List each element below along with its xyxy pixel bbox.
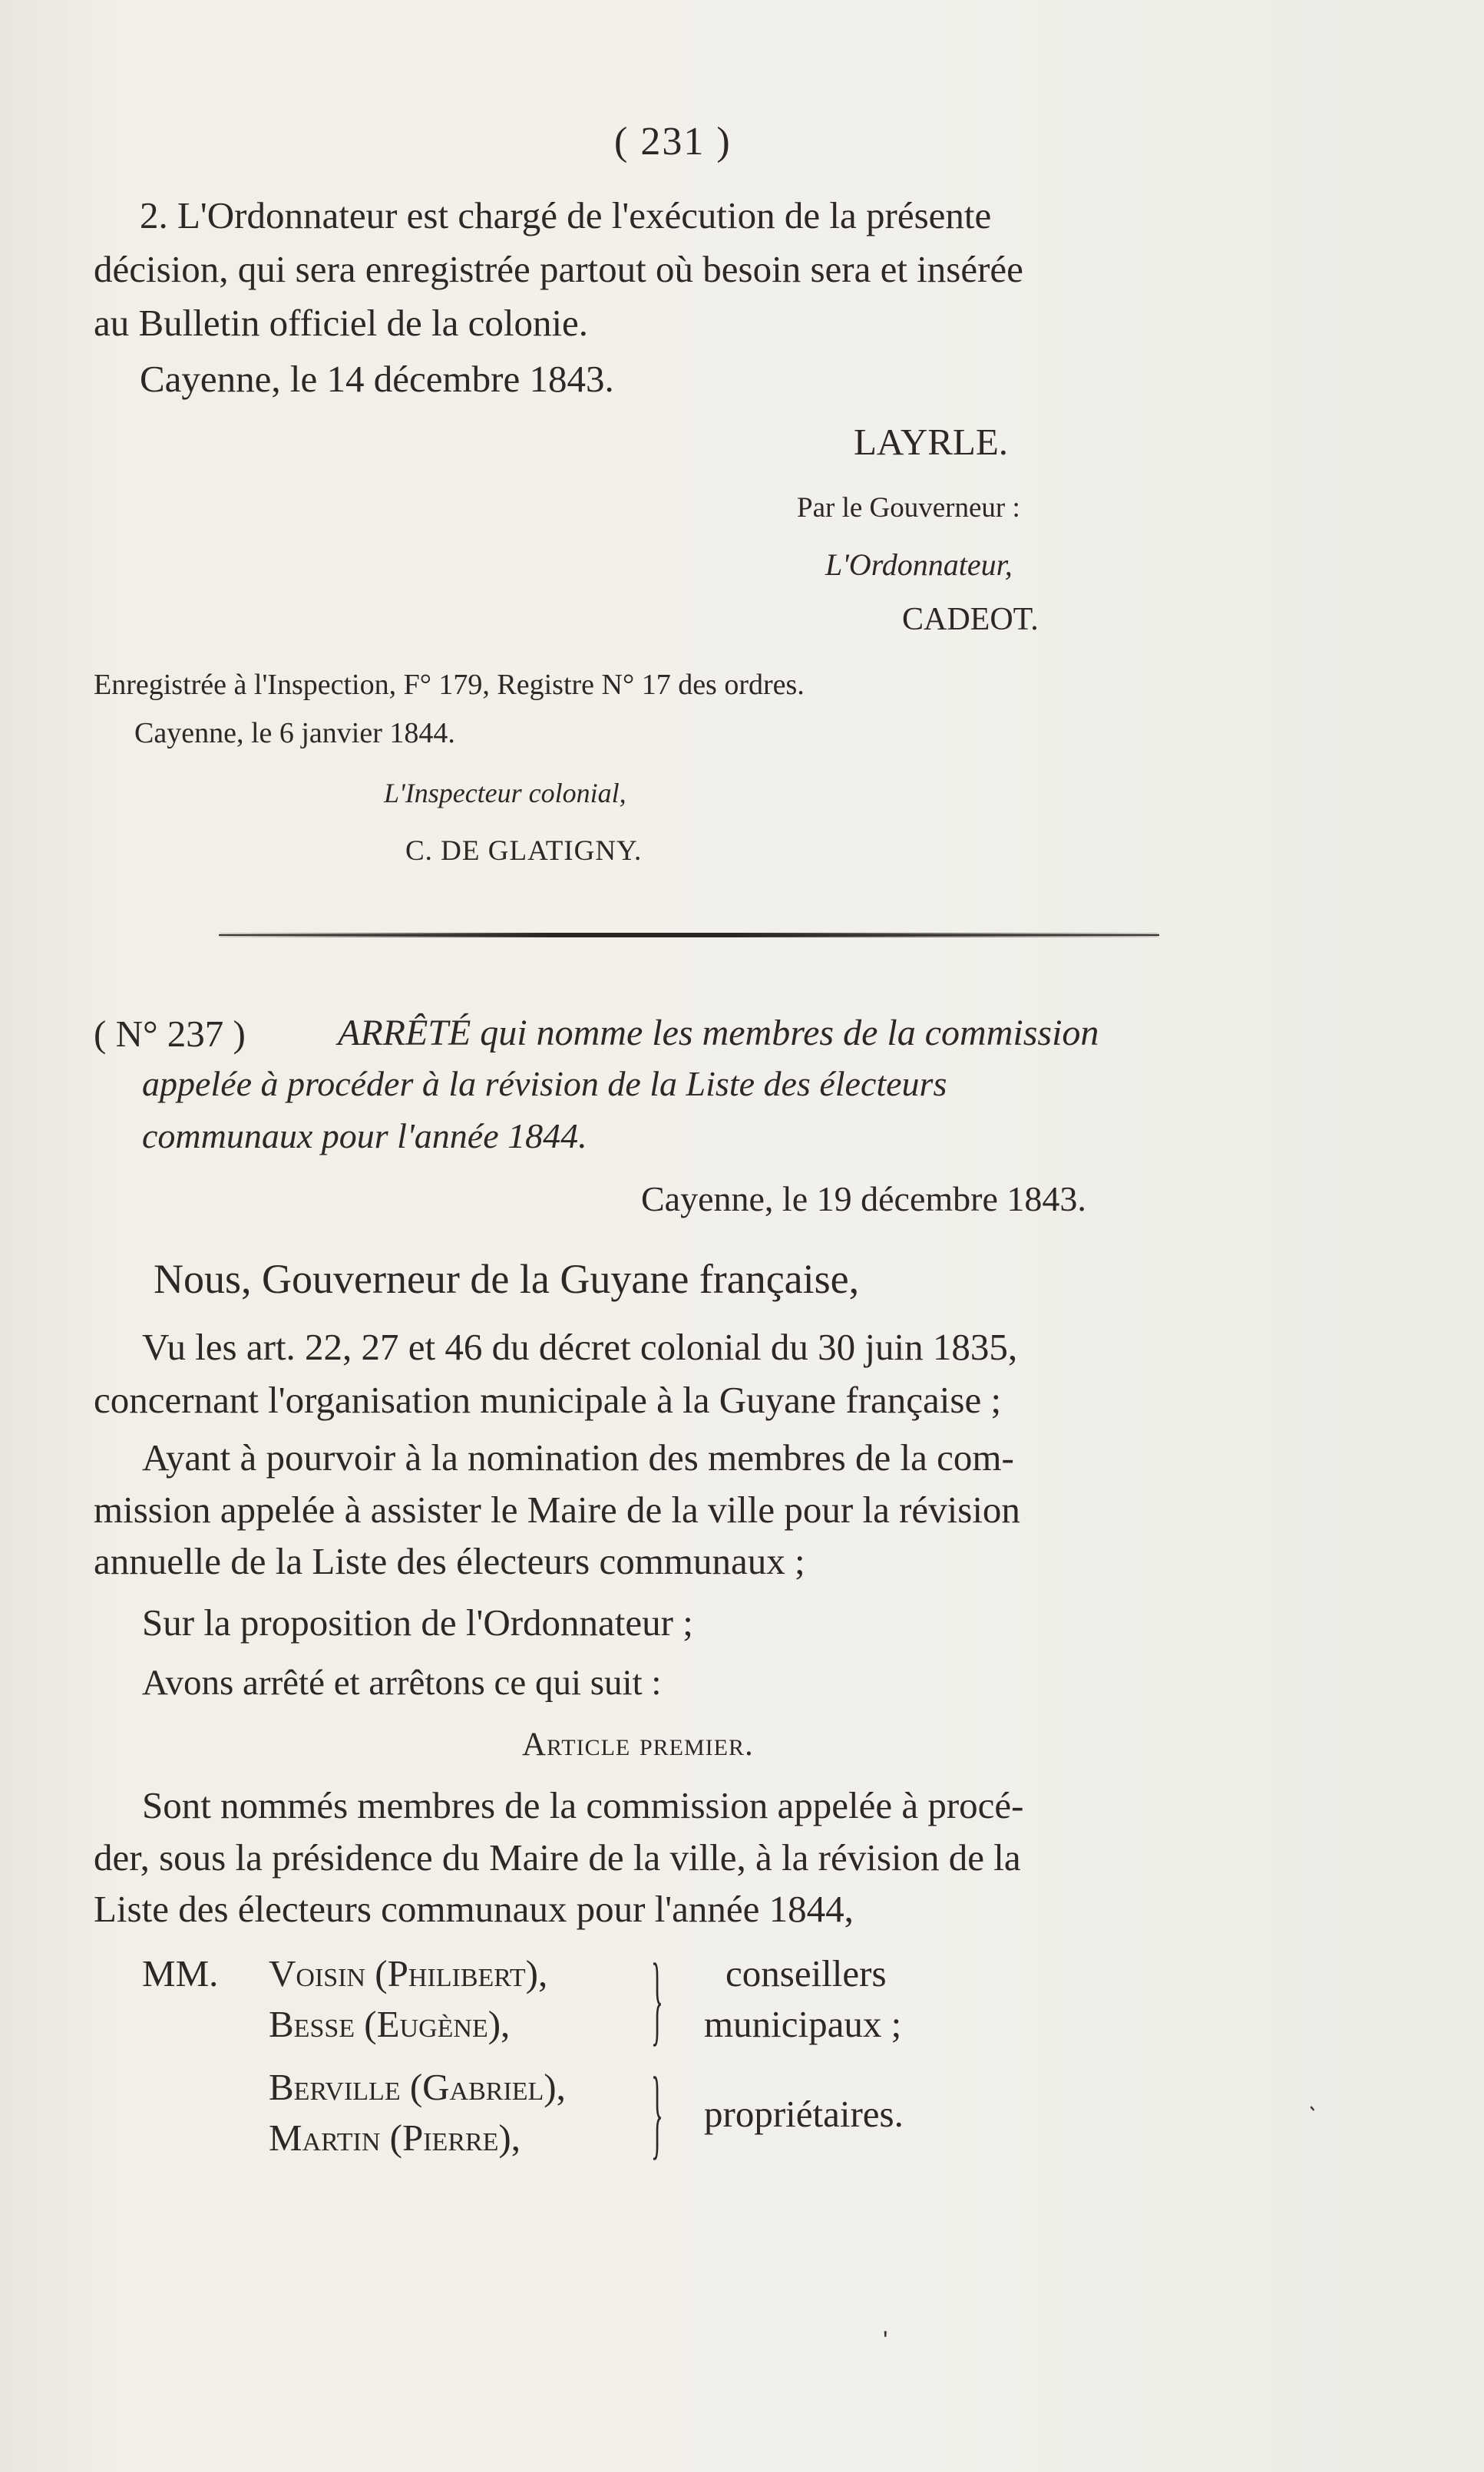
mm-label: MM. — [142, 1952, 219, 1994]
ordonnateur-title: L'Ordonnateur, — [825, 547, 1013, 582]
ayant-line-2: mission appelée à assister le Maire de la ville pour la révision — [94, 1489, 1020, 1531]
arrete-title-line-1: ARRÊTÉ qui nomme les membres de la commission — [338, 1013, 1099, 1053]
inspecteur-title: L'Inspecteur colonial, — [384, 778, 626, 808]
ayant-line-3: annuelle de la Liste des électeurs communaux ; — [94, 1540, 805, 1582]
par-le-gouverneur: Par le Gouverneur : — [797, 492, 1020, 524]
group-2-label: propriétaires. — [704, 2093, 904, 2135]
enregistree-line: Enregistrée à l'Inspection, F° 179, Registre N° 17 des ordres. — [94, 669, 805, 701]
ink-tick-mark: ' — [1306, 2102, 1327, 2125]
group-1-label-line-1: conseillers — [725, 1952, 887, 1994]
nous-gouverneur: Nous, Gouverneur de la Guyane française, — [154, 1256, 860, 1302]
sont-nommes-line-3: Liste des électeurs communaux pour l'année 1844, — [94, 1888, 854, 1930]
member-besse: Besse (Eugène), — [269, 2003, 511, 2045]
brace-group-2: } — [651, 2056, 663, 2169]
inspecteur-name: C. DE GLATIGNY. — [405, 835, 643, 867]
group-1-label-line-2: municipaux ; — [704, 2003, 902, 2045]
ordonnateur-name: CADEOT. — [902, 602, 1039, 637]
sont-nommes-line-1: Sont nommés membres de la commission appelée à procé- — [142, 1784, 1024, 1826]
vu-line-1: Vu les art. 22, 27 et 46 du décret colonial du 30 juin 1835, — [142, 1326, 1018, 1368]
member-voisin: Voisin (Philibert), — [269, 1952, 548, 1994]
arrete-number: ( N° 237 ) — [94, 1013, 246, 1055]
article-premier: Article premier. — [522, 1727, 754, 1763]
arrete-title-line-2: appelée à procéder à la révision de la Liste des électeurs — [142, 1064, 947, 1103]
member-berville: Berville (Gabriel), — [269, 2066, 566, 2108]
prev-signature: LAYRLE. — [854, 421, 1009, 463]
sur-la-proposition: Sur la proposition de l'Ordonnateur ; — [142, 1601, 693, 1644]
page-number: ( 231 ) — [614, 120, 732, 164]
ink-dot-mark: ' — [883, 2326, 888, 2355]
art2-line-3: au Bulletin officiel de la colonie. — [94, 302, 589, 344]
avons-arrete: Avons arrêté et arrêtons ce qui suit : — [142, 1663, 662, 1703]
art2-line-1: 2. L'Ordonnateur est chargé de l'exécution de la présente — [140, 194, 992, 236]
prev-date-2: Cayenne, le 6 janvier 1844. — [134, 717, 455, 749]
ayant-line-1: Ayant à pourvoir à la nomination des membres de la com- — [142, 1436, 1014, 1479]
prev-date: Cayenne, le 14 décembre 1843. — [140, 358, 614, 400]
arrete-date: Cayenne, le 19 décembre 1843. — [641, 1179, 1086, 1218]
arrete-title-line-3: communaux pour l'année 1844. — [142, 1116, 587, 1155]
vu-line-2: concernant l'organisation municipale à la Guyane française ; — [94, 1379, 1002, 1421]
member-martin: Martin (Pierre), — [269, 2117, 521, 2159]
sont-nommes-line-2: der, sous la présidence du Maire de la ville, à la révision de la — [94, 1836, 1021, 1879]
art2-line-2: décision, qui sera enregistrée partout où besoin sera et insérée — [94, 248, 1023, 290]
brace-group-1: } — [651, 1942, 663, 2055]
section-divider-heavy — [219, 933, 1159, 937]
